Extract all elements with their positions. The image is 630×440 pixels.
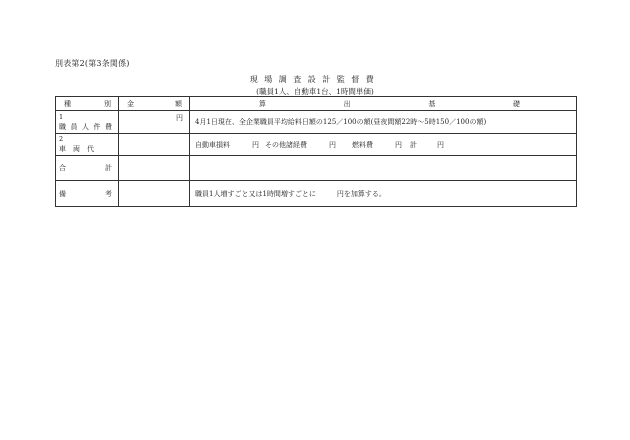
row-label: 車 両 代: [59, 145, 94, 153]
header-basis: [190, 97, 577, 111]
table-header-row: [56, 97, 577, 111]
remarks-basis-cell: [190, 181, 577, 207]
table-row-total: [56, 156, 577, 181]
total-amount-cell: [119, 156, 190, 181]
table-row-remarks: [56, 181, 577, 207]
vehicle-basis-text: 自動車損料 円 その他諸経費 円 燃料費 円 計 円: [195, 140, 444, 149]
remarks-basis-text: 職員1人増すごと又は1時間増すごとに 円を加算する。: [195, 189, 386, 198]
header-basis-char: 基: [428, 99, 436, 108]
header-amount-char: 額: [175, 99, 182, 108]
vehicle-amount-cell: [119, 134, 190, 156]
document-title: 現場調査設計監督費: [249, 75, 381, 84]
personnel-kind-cell: [56, 111, 119, 134]
header-kind-char: 種: [64, 99, 71, 108]
vehicle-kind-cell: [56, 134, 119, 156]
table-row-vehicle: [56, 134, 577, 156]
cost-table: [55, 96, 577, 207]
document-subtitle: (職員1人、自動車1台、1時間単価): [256, 87, 374, 96]
row-label: 職 員 人 件 費: [59, 122, 112, 131]
personnel-amount-cell: [119, 111, 190, 134]
table-row-personnel: [56, 111, 577, 134]
reference-note: 別表第2(第3条関係): [55, 59, 130, 68]
row-number: 2: [59, 135, 64, 143]
personnel-basis-cell: [190, 111, 577, 134]
total-kind-cell: [56, 156, 119, 181]
remarks-kind-cell: [56, 181, 119, 207]
header-amount-char: 金: [127, 99, 134, 108]
header-basis-char: 出: [343, 99, 351, 108]
row-number: 1: [59, 112, 64, 121]
vehicle-basis-cell: [190, 134, 577, 156]
remarks-amount-cell: [119, 181, 190, 207]
total-basis-cell: [190, 156, 577, 181]
yen-unit: 円: [176, 114, 183, 122]
header-kind-char: 別: [104, 99, 111, 108]
row-label: 備 考: [59, 189, 112, 198]
header-amount: [119, 97, 190, 111]
header-basis-char: 礎: [512, 99, 520, 108]
header-kind: [56, 97, 119, 111]
row-label: 合 計: [59, 164, 112, 172]
header-basis-char: 算: [259, 99, 266, 108]
personnel-basis-text: 4月1日現在、全企業職員平均給料日額の125／100の額(昼夜間額22時～5時150／100の額): [195, 118, 487, 126]
